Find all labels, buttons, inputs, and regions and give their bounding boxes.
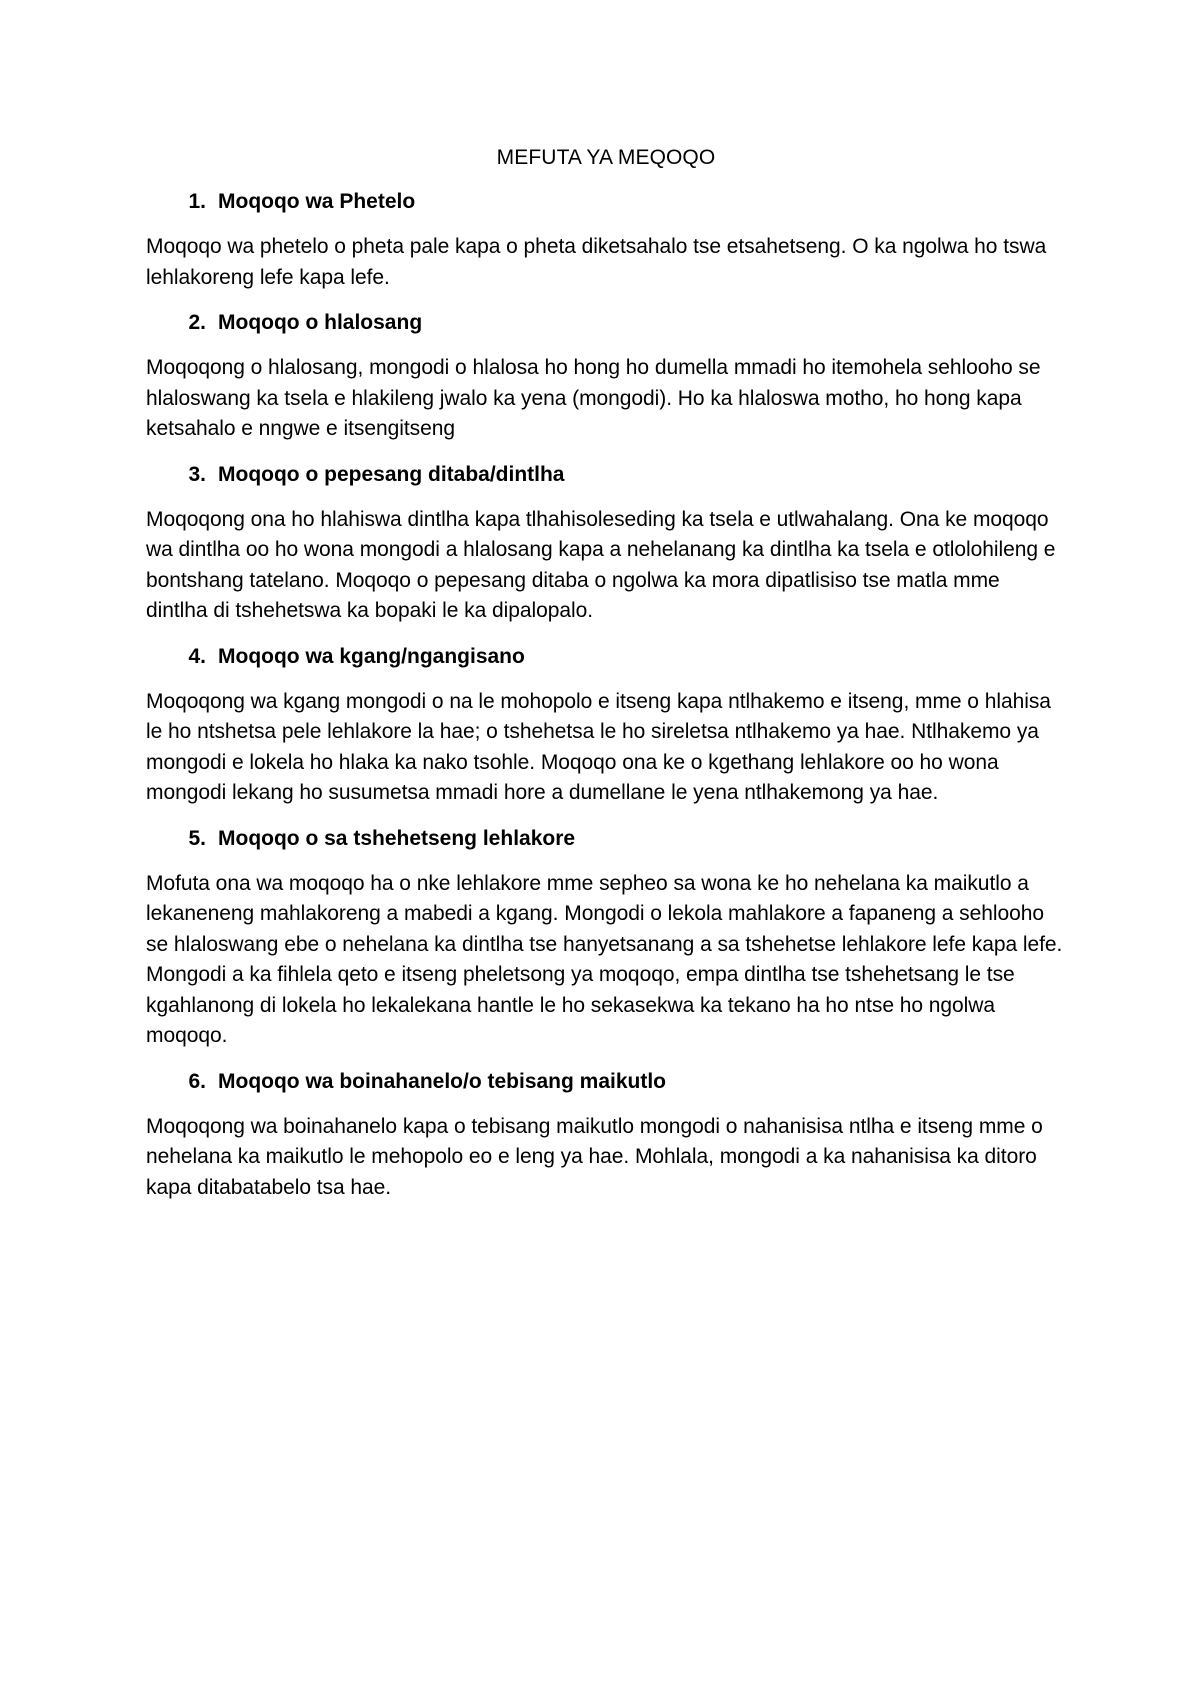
document-page bbox=[146, 144, 1066, 1219]
section-heading-text: Moqoqo wa kgang/ngangisano bbox=[218, 644, 525, 668]
section-heading-text: Moqoqo wa boinahanelo/o tebisang maikutlo bbox=[218, 1069, 667, 1093]
section-heading-text: Moqoqo wa Phetelo bbox=[218, 190, 416, 213]
section-number: 1. bbox=[188, 190, 206, 213]
section-paragraph: Moqoqo wa phetelo o pheta pale kapa o pheta diketsahalo tse etsahetseng. O ka ngolwa ho tswa lehlakoreng lefe kapa lefe. bbox=[146, 235, 1047, 289]
section-paragraph: Moqoqong wa kgang mongodi o na le mohopolo e itseng kapa ntlhakemo e itseng, mme o hlahisa le ho ntshetsa pele lehlakore la hae; o tshehetsa le ho sireletsa ntlhakemo ya hae. Ntlhakemo ya mongodi e lokela ho hlaka ka nako tsohle. Moqoqo ona ke o kgethang lehlakore oo ho wona mongodi lekang ho susumetsa mmadi hore a dumellane le yena ntlhakemong ya hae. bbox=[146, 689, 1051, 804]
section-heading bbox=[146, 1068, 1066, 1096]
section-6 bbox=[146, 1068, 1066, 1204]
section-number: 5. bbox=[188, 826, 206, 850]
section-heading bbox=[146, 825, 1066, 853]
section-heading-text: Moqoqo o pepesang ditaba/dintlha bbox=[218, 462, 565, 486]
section-heading-text: Moqoqo o sa tshehetseng lehlakore bbox=[218, 826, 576, 850]
section-paragraph: Moqoqong o hlalosang, mongodi o hlalosa ho hong ho dumella mmadi ho itemohela sehlooho se hlaloswang ka tsela e hlakileng jwalo ka yena (mongodi). Ho ka hlaloswa motho, ho hong kapa ketsahalo e nngwe e itsengitseng bbox=[146, 356, 1041, 440]
section-5 bbox=[146, 825, 1066, 1052]
section-paragraph: Moqoqong wa boinahanelo kapa o tebisang maikutlo mongodi o nahanisisa ntlha e itseng mme o nehelana ka maikutlo le mehopolo eo e leng ya hae. Mohlala, mongodi a ka nahanisisa ka ditoro kapa ditabatabelo tsa hae. bbox=[146, 1114, 1043, 1199]
section-3 bbox=[146, 461, 1066, 627]
section-heading bbox=[146, 188, 1066, 216]
section-heading bbox=[146, 643, 1066, 671]
section-heading-text: Moqoqo o hlalosang bbox=[218, 311, 423, 334]
section-2 bbox=[146, 309, 1066, 445]
section-number: 2. bbox=[188, 311, 206, 334]
section-paragraph: Moqoqong ona ho hlahiswa dintlha kapa tlhahisoleseding ka tsela e utlwahalang. Ona ke moqoqo wa dintlha oo ho wona mongodi a hlalosang kapa a nehelanang ka dintlha ka tsela e otlolohileng e bontshang tatelano. Moqoqo o pepesang ditaba o ngolwa ka mora dipatlisiso tse matla mme dintlha di tshehetswa ka bopaki le ka dipalopalo. bbox=[146, 507, 1056, 622]
section-paragraph: Mofuta ona wa moqoqo ha o nke lehlakore mme sepheo sa wona ke ho nehelana ka maikutlo a lekaneneng mahlakoreng a mabedi a kgang. Mongodi o lekola mahlakore a fapaneng a sehlooho se hlaloswang ebe o nehelana ka dintlha tse hanyetsanang a sa tshehetse lehlakore lefe kapa lefe. Mongodi a ka fihlela qeto e itseng pheletsong ya moqoqo, empa dintlha tse tshehetsang le tse kgahlanong di lokela ho lekalekana hantle le ho sekasekwa ka tekano ha ho ntse ho ngolwa moqoqo. bbox=[146, 871, 1063, 1047]
section-4 bbox=[146, 643, 1066, 809]
section-number: 6. bbox=[188, 1069, 206, 1093]
section-number: 3. bbox=[188, 462, 206, 486]
document-title: MEFUTA YA MEQOQO bbox=[496, 146, 716, 169]
section-heading bbox=[146, 461, 1066, 489]
section-1 bbox=[146, 188, 1066, 293]
section-heading bbox=[146, 309, 1066, 337]
section-number: 4. bbox=[188, 644, 206, 668]
